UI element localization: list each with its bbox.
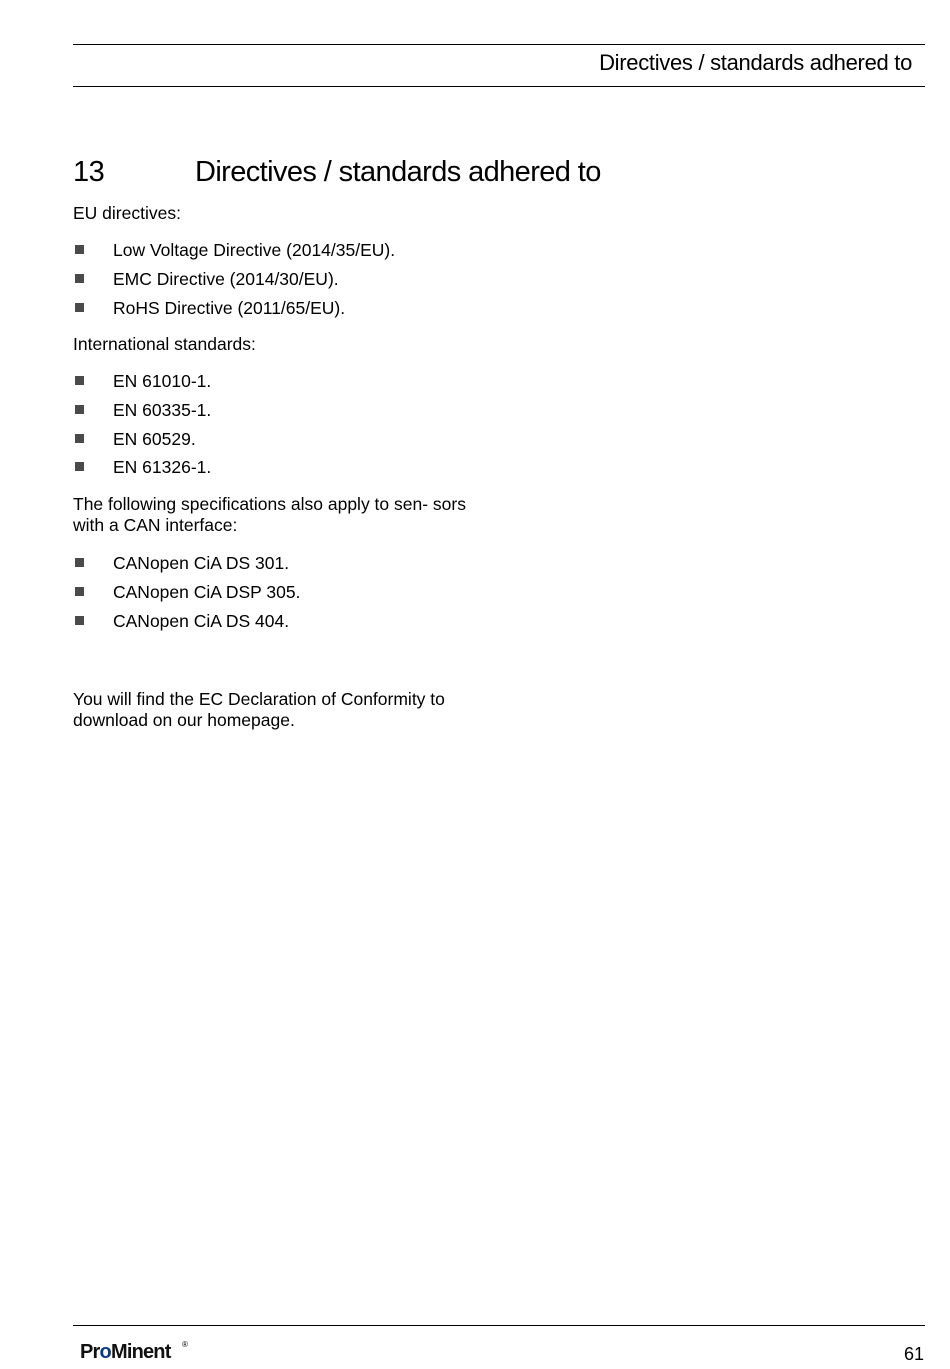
square-bullet-icon xyxy=(75,587,84,596)
page-number: 61 xyxy=(903,1344,924,1364)
can-specs-list xyxy=(73,553,300,639)
ec-declaration-note: You will find the EC Declaration of Conformity to download on our homepage. xyxy=(73,689,445,730)
chapter-title: Directives / standards adhered to xyxy=(195,156,601,188)
square-bullet-icon xyxy=(75,462,84,471)
can-specs-intro: The following specifications also apply to sen- sors with a CAN interface: xyxy=(73,494,466,535)
square-bullet-icon xyxy=(75,376,84,385)
square-bullet-icon xyxy=(75,405,84,414)
list-item: CANopen CiA DS 301. xyxy=(73,553,300,582)
list-item: CANopen CiA DS 404. xyxy=(73,611,300,640)
intl-standards-list xyxy=(73,371,211,486)
square-bullet-icon xyxy=(75,558,84,567)
list-item: EN 61010-1. xyxy=(73,371,211,400)
eu-directives-intro: EU directives: xyxy=(73,203,181,223)
list-item: CANopen CiA DSP 305. xyxy=(73,582,300,611)
header-rule-bottom xyxy=(73,86,925,87)
list-item: EN 60529. xyxy=(73,429,211,458)
square-bullet-icon xyxy=(75,245,84,254)
list-item: RoHS Directive (2011/65/EU). xyxy=(73,298,395,327)
list-item: Low Voltage Directive (2014/35/EU). xyxy=(73,240,395,269)
header-rule-top xyxy=(73,44,925,45)
eu-directives-list xyxy=(73,240,395,326)
chapter-number: 13 xyxy=(73,156,105,188)
registered-mark: ® xyxy=(182,1340,188,1349)
square-bullet-icon xyxy=(75,274,84,283)
list-item: EMC Directive (2014/30/EU). xyxy=(73,269,395,298)
square-bullet-icon xyxy=(75,616,84,625)
prominent-logo: ProMinent xyxy=(80,1341,171,1363)
square-bullet-icon xyxy=(75,303,84,312)
intl-standards-intro: International standards: xyxy=(73,334,256,354)
list-item: EN 60335-1. xyxy=(73,400,211,429)
list-item: EN 61326-1. xyxy=(73,457,211,486)
running-header: Directives / standards adhered to xyxy=(599,50,912,75)
footer-rule xyxy=(73,1325,925,1326)
square-bullet-icon xyxy=(75,434,84,443)
